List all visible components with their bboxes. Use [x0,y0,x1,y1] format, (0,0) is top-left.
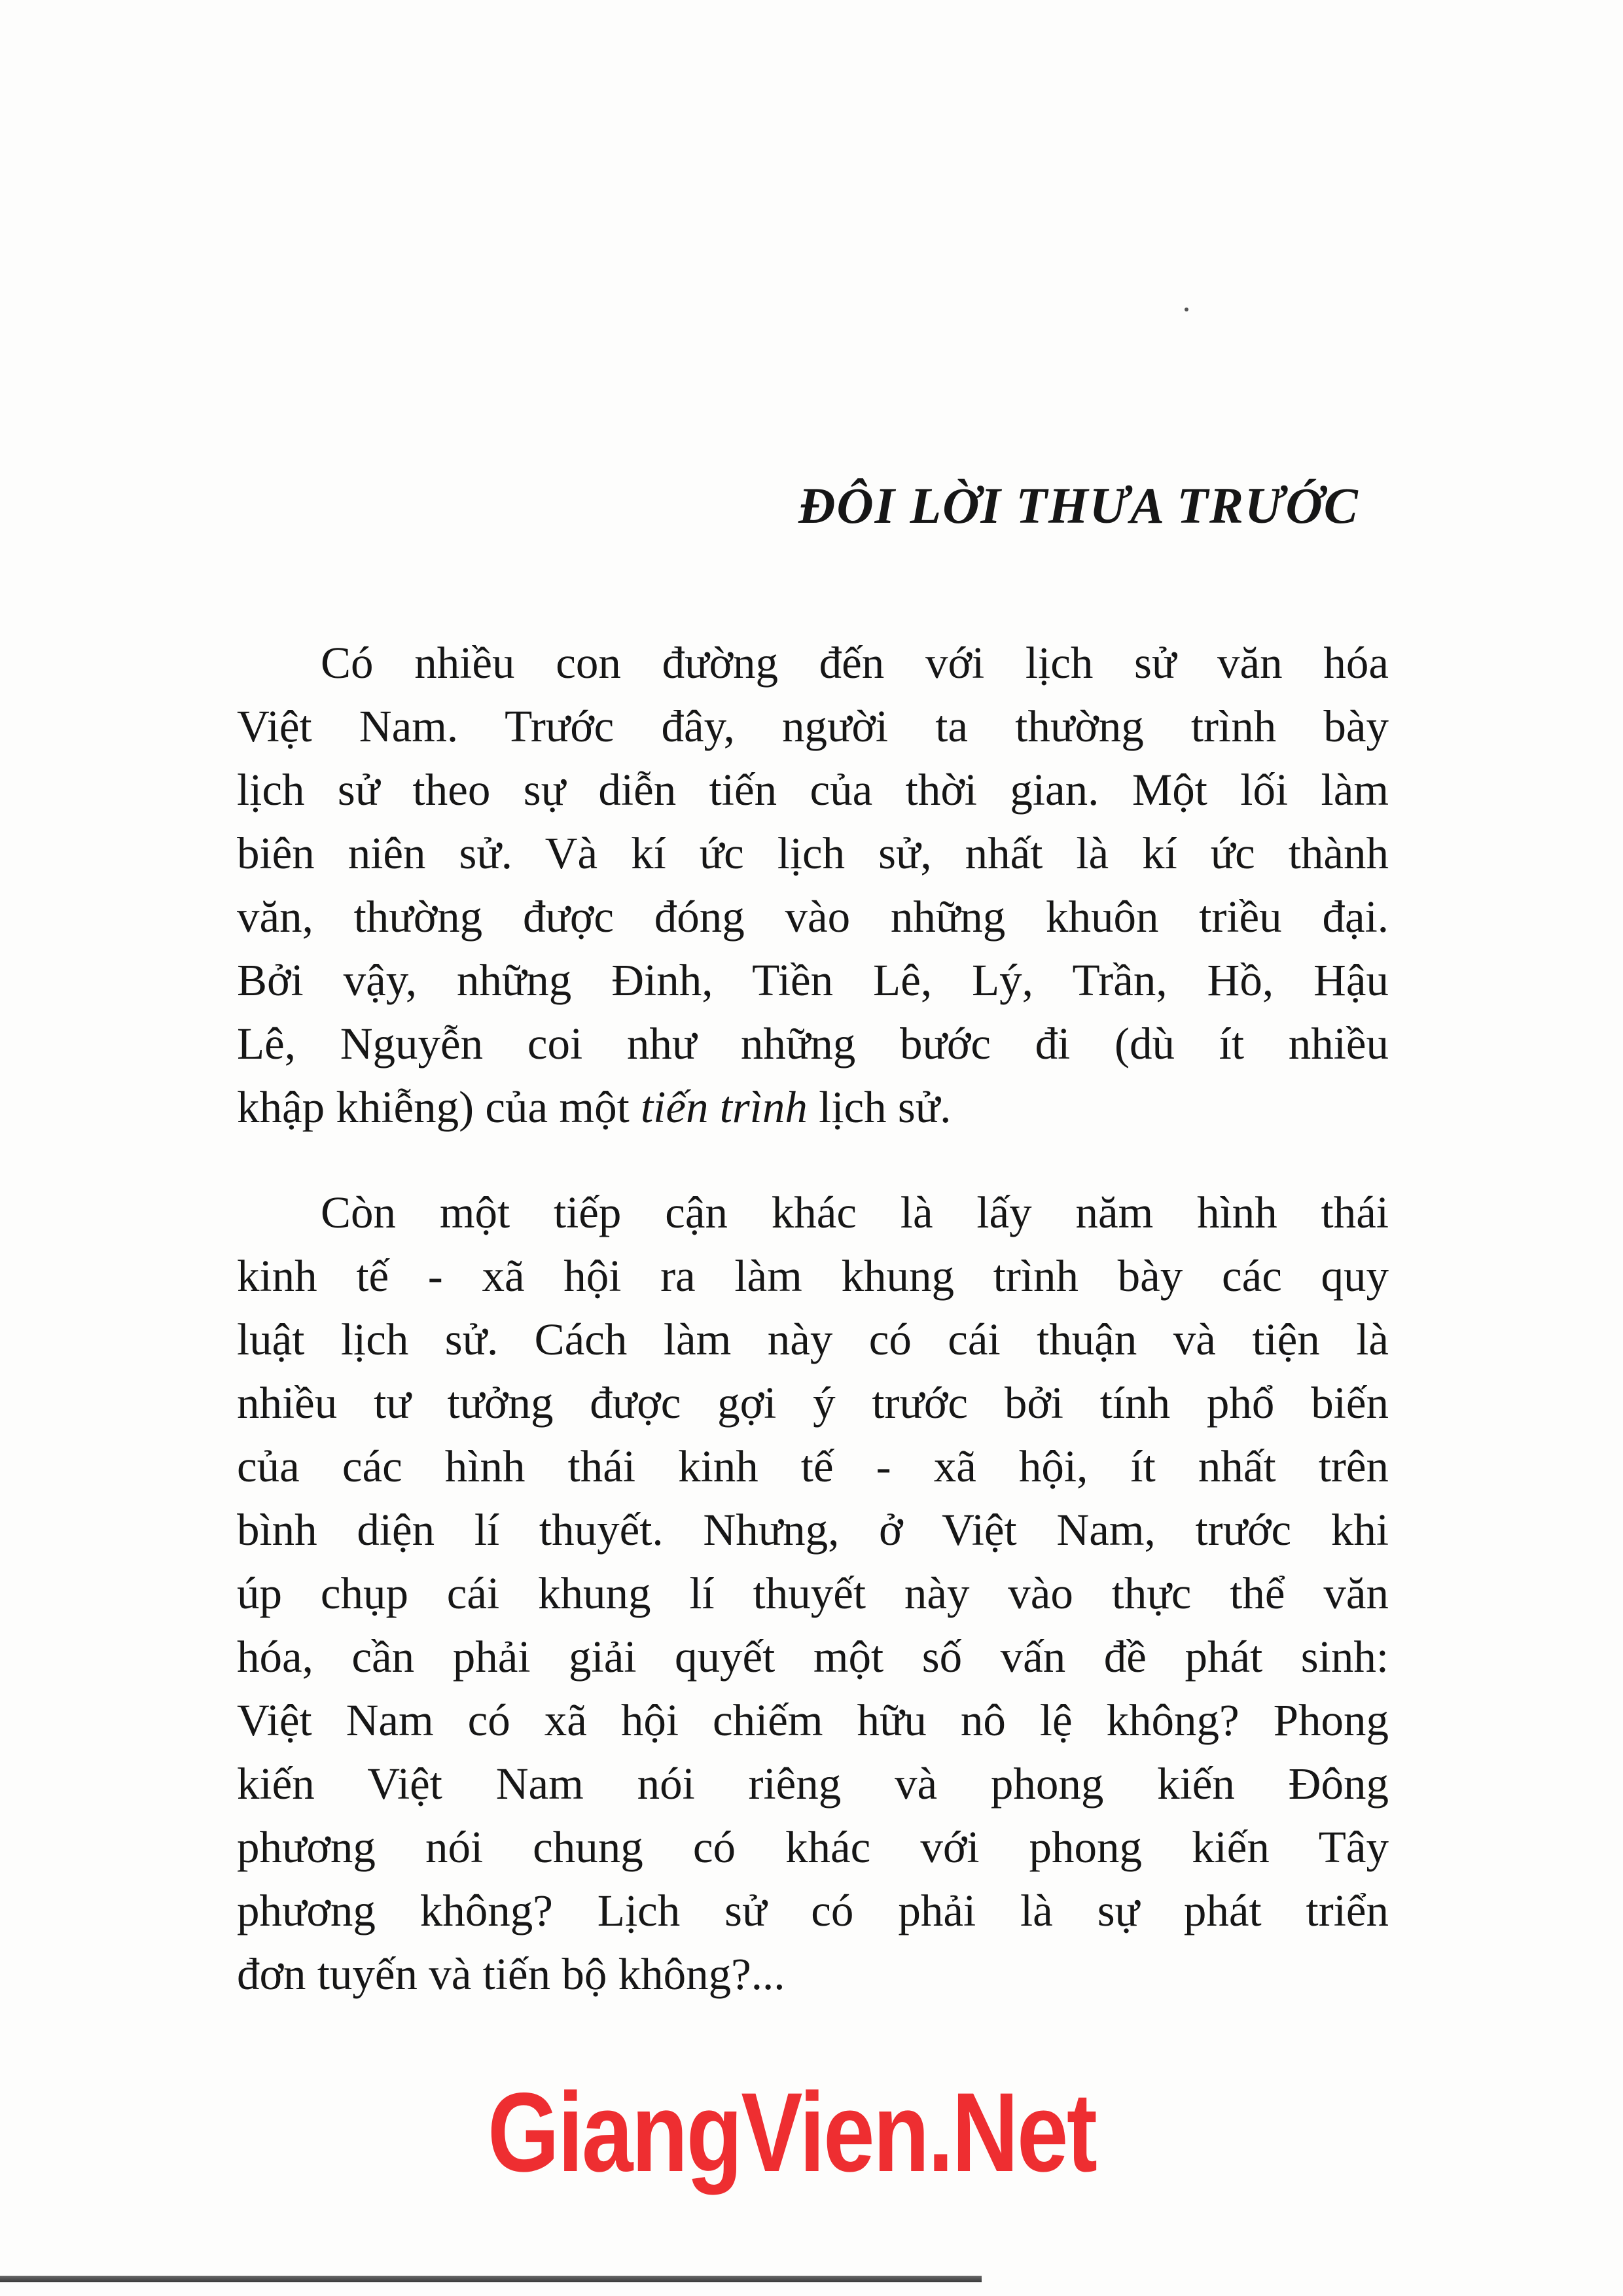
text-line: kinh tế - xã hội ra làm khung trình bày các quy [237,1251,1389,1301]
text-line: hóa, cần phải giải quyết một số vấn đề phát sinh: [237,1632,1389,1682]
text-line: Việt Nam có xã hội chiếm hữu nô lệ không? Phong [237,1695,1389,1745]
page-heading: ĐÔI LỜI THƯA TRƯỚC [798,477,1359,534]
scan-speck [1185,308,1188,311]
text-line: phương nói chung có khác với phong kiến Tây [237,1822,1389,1872]
watermark-logo: GiangVien.Net [488,2070,1096,2195]
text-line: bình diện lí thuyết. Nhưng, ở Việt Nam, trước khi [237,1505,1389,1555]
italic-term: tiến trình [641,1082,808,1132]
text-line: kiến Việt Nam nói riêng và phong kiến Đông [237,1759,1389,1809]
text-line: của các hình thái kinh tế - xã hội, ít nhất trên [237,1441,1389,1491]
text-line: lịch sử theo sự diễn tiến của thời gian. Một lối làm [237,765,1389,815]
text-line: úp chụp cái khung lí thuyết này vào thực thể văn [237,1568,1389,1618]
text-line: Còn một tiếp cận khác là lấy năm hình thái [321,1188,1389,1237]
text-line: biên niên sử. Và kí ức lịch sử, nhất là kí ức thành [237,828,1389,878]
text-line: đơn tuyến và tiến bộ không?... [237,1949,785,1999]
text-segment: lịch sử. [807,1082,952,1132]
text-line: nhiều tư tưởng được gợi ý trước bởi tính phổ biến [237,1378,1389,1428]
text-line: Có nhiều con đường đến với lịch sử văn hóa [321,638,1389,688]
text-line: Bởi vậy, những Đinh, Tiền Lê, Lý, Trần, Hồ, Hậu [237,955,1389,1005]
text-line: Việt Nam. Trước đây, người ta thường trình bày [237,701,1389,751]
body-text [237,631,1389,2048]
scan-bottom-edge [0,2276,982,2282]
text-line: luật lịch sử. Cách làm này có cái thuận và tiện là [237,1315,1389,1364]
text-line [237,1076,1389,1139]
paragraph-2 [237,1181,1389,2006]
text-line: Lê, Nguyễn coi như những bước đi (dù ít nhiều [237,1019,1389,1069]
text-segment: khập khiễng) của một [237,1082,641,1132]
text-line: văn, thường được đóng vào những khuôn triều đại. [237,892,1389,942]
paragraph-1 [237,631,1389,1139]
text-line: phương không? Lịch sử có phải là sự phát triển [237,1886,1389,1935]
